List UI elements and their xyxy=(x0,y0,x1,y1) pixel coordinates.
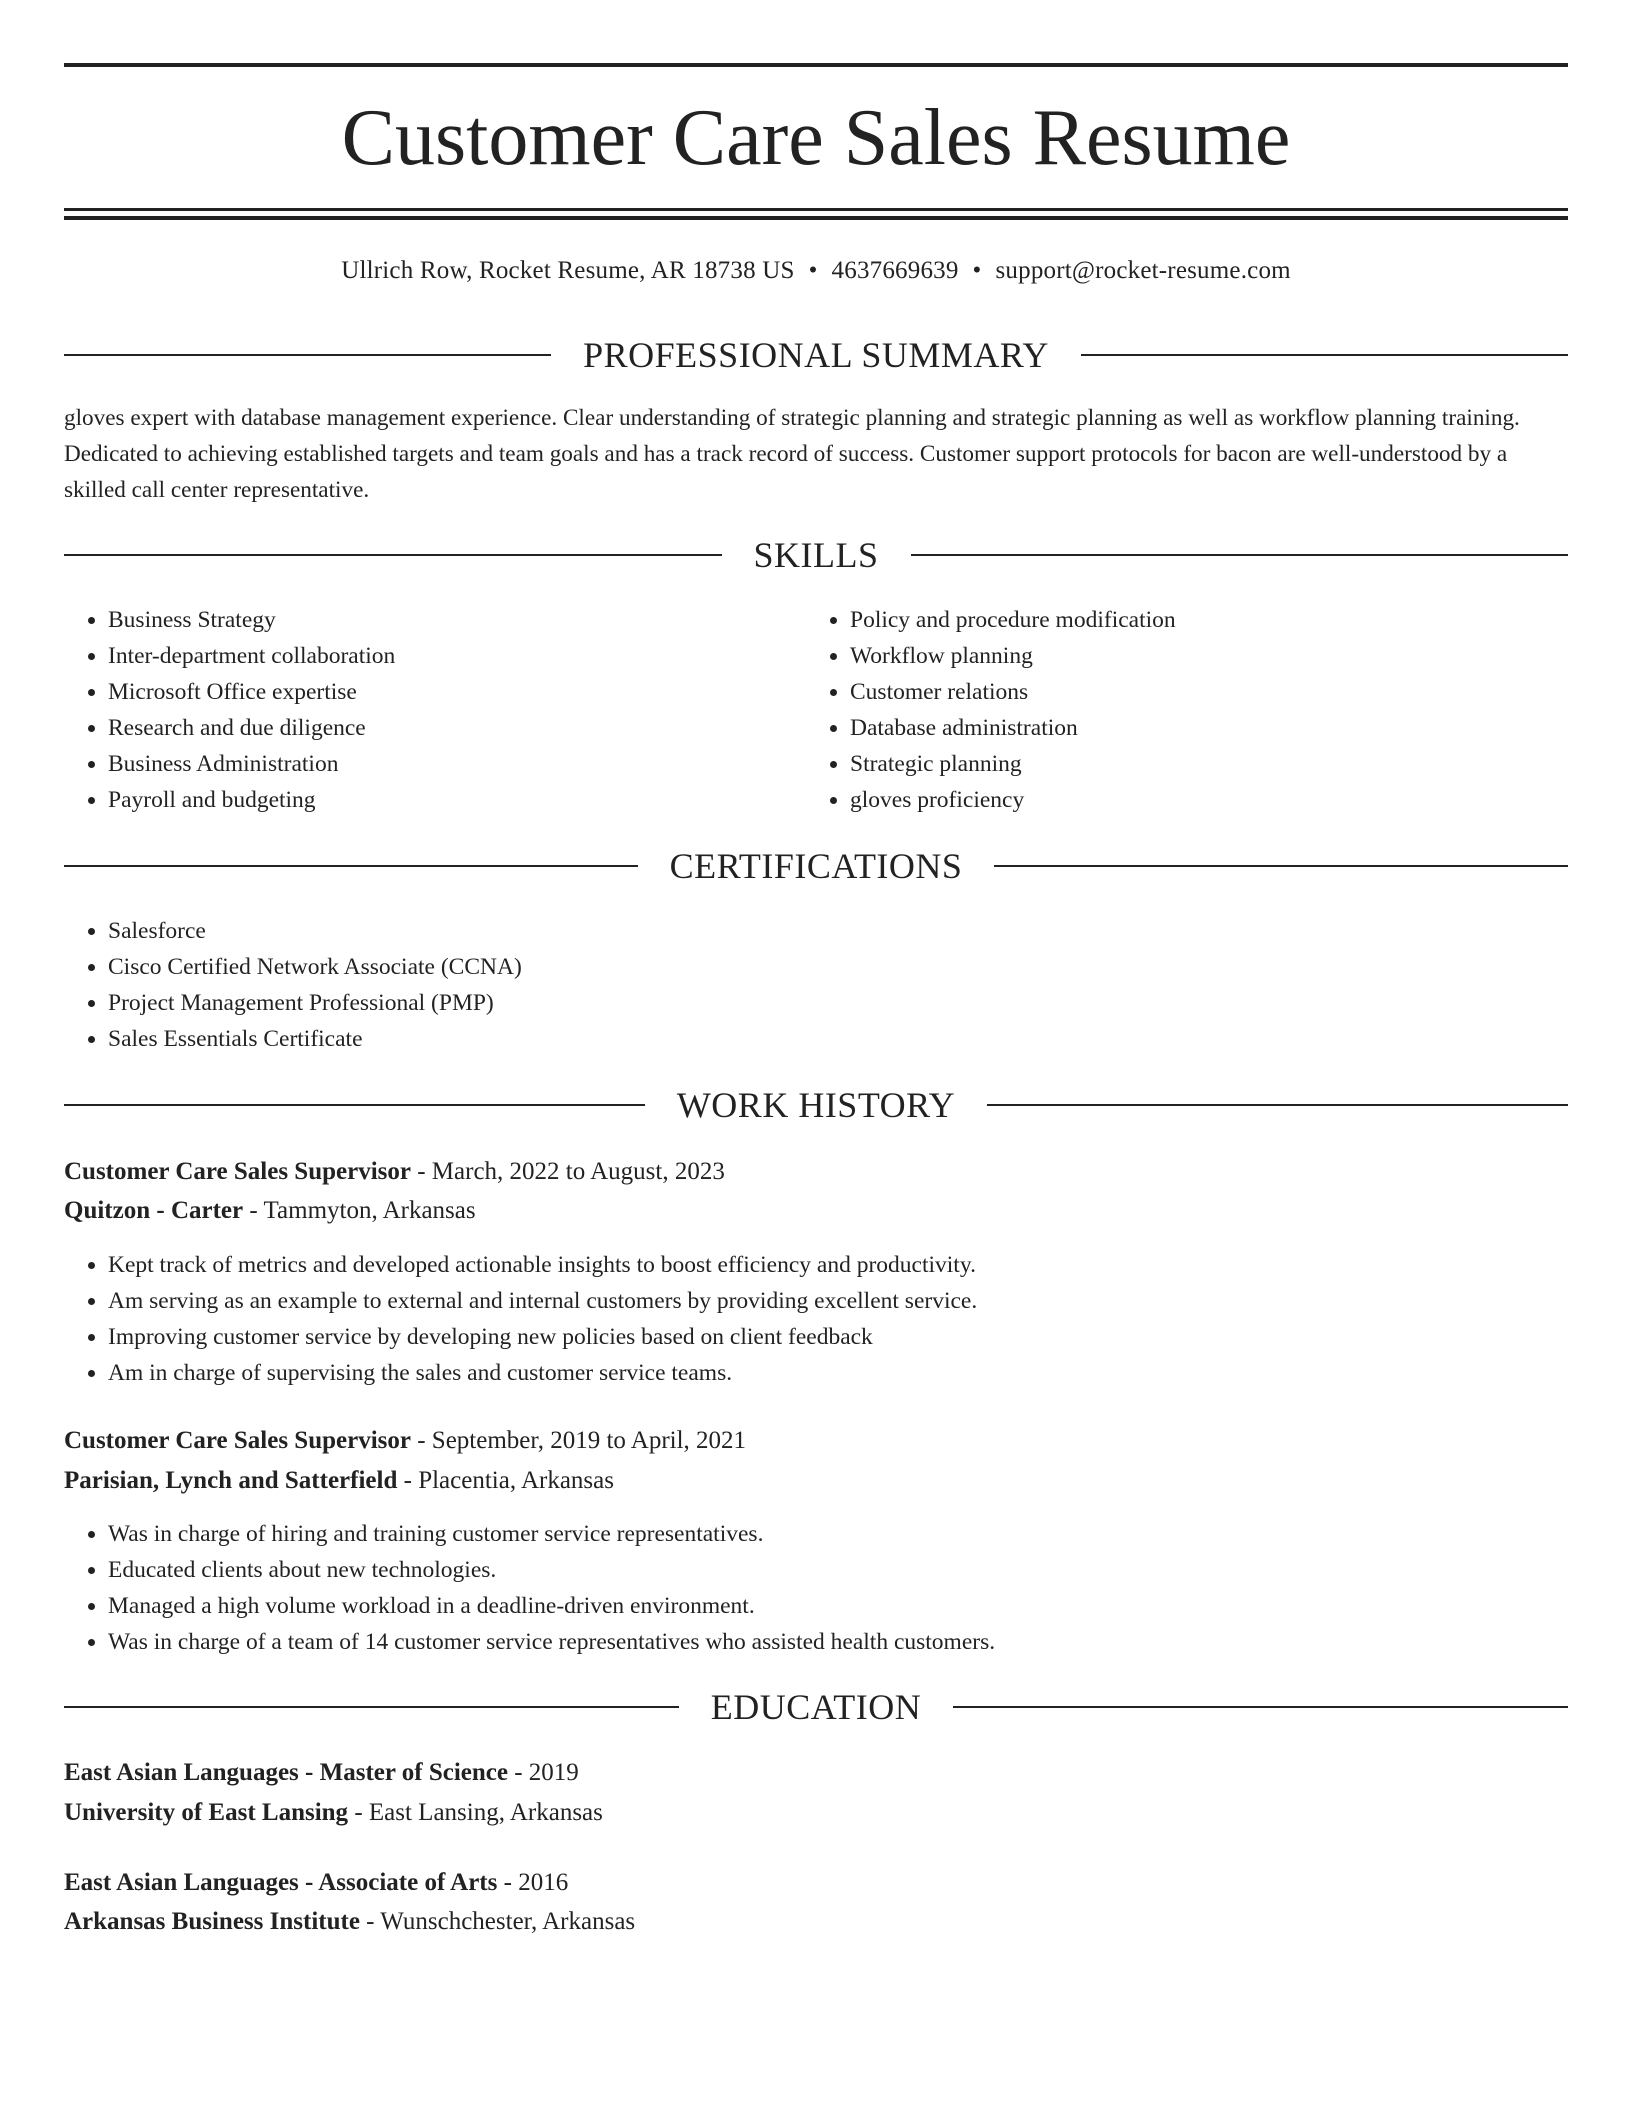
contact-separator: • xyxy=(808,257,818,284)
job-company-line xyxy=(64,1463,1568,1499)
section-title: EDUCATION xyxy=(710,1687,922,1727)
education-degree-line xyxy=(64,1865,1568,1901)
job-duty: • Kept track of metrics and developed actionable insights to boost efficiency and productivity. xyxy=(108,1247,1612,1283)
education-school: Arkansas Business Institute xyxy=(64,1908,360,1935)
contact-address: Ullrich Row, Rocket Resume, AR 18738 US xyxy=(341,257,795,284)
skills-list-left xyxy=(64,602,848,818)
section-title: CERTIFICATIONS xyxy=(669,846,963,886)
heading-rule xyxy=(911,554,1569,556)
heading-rule xyxy=(64,1104,645,1106)
section-heading-skills xyxy=(64,533,1568,577)
heading-rule xyxy=(64,554,722,556)
job-location: - Tammyton, Arkansas xyxy=(243,1197,476,1224)
top-rule xyxy=(64,63,1568,67)
skill-item: • Microsoft Office expertise xyxy=(108,674,848,710)
job-duties-list xyxy=(64,1247,1612,1391)
skill-item: • Strategic planning xyxy=(850,746,1610,782)
heading-rule xyxy=(953,1706,1568,1708)
heading-rule xyxy=(64,354,551,356)
job-duties-list xyxy=(64,1516,1612,1660)
job-title: Customer Care Sales Supervisor xyxy=(64,1158,411,1185)
education-location: - East Lansing, Arkansas xyxy=(348,1799,603,1826)
certification-item: • Sales Essentials Certificate xyxy=(108,1021,1612,1057)
skill-item: • Business Administration xyxy=(108,746,848,782)
job-duty: • Managed a high volume workload in a deadline-driven environment. xyxy=(108,1588,1612,1624)
skill-item: • Policy and procedure modification xyxy=(850,602,1610,638)
skills-list-right xyxy=(806,602,1610,818)
section-heading-education xyxy=(64,1685,1568,1729)
job-title-line xyxy=(64,1154,1568,1190)
education-degree: East Asian Languages - Master of Science xyxy=(64,1759,508,1786)
heading-rule xyxy=(987,1104,1568,1106)
skill-item: • Customer relations xyxy=(850,674,1610,710)
job-dates: - March, 2022 to August, 2023 xyxy=(410,1158,725,1185)
skill-item: • Inter-department collaboration xyxy=(108,638,848,674)
heading-rule xyxy=(64,1706,679,1708)
job-duty: • Educated clients about new technologies. xyxy=(108,1552,1612,1588)
job-location: - Placentia, Arkansas xyxy=(397,1467,614,1494)
certification-item: • Cisco Certified Network Associate (CCNA) xyxy=(108,949,1612,985)
section-title: WORK HISTORY xyxy=(676,1085,956,1125)
job-company-line xyxy=(64,1193,1568,1229)
section-title: PROFESSIONAL SUMMARY xyxy=(583,335,1049,375)
section-heading-certifications xyxy=(64,844,1568,888)
job-duty: • Improving customer service by developing new policies based on client feedback xyxy=(108,1319,1612,1355)
section-heading-work xyxy=(64,1083,1568,1127)
contact-email: support@rocket-resume.com xyxy=(995,257,1291,284)
heading-rule xyxy=(64,865,638,867)
section-heading-summary xyxy=(64,333,1568,377)
job-company: Quitzon - Carter xyxy=(64,1197,244,1224)
contact-separator: • xyxy=(972,257,982,284)
certification-item: • Project Management Professional (PMP) xyxy=(108,985,1612,1021)
job-title-line xyxy=(64,1423,1568,1459)
skill-item: • Payroll and budgeting xyxy=(108,782,848,818)
heading-rule xyxy=(1081,354,1568,356)
resume-title: Customer Care Sales Resume xyxy=(341,94,1291,182)
job-company: Parisian, Lynch and Satterfield xyxy=(64,1467,398,1494)
education-school: University of East Lansing xyxy=(64,1799,349,1826)
job-duty: • Was in charge of a team of 14 customer service representatives who assisted health customers. xyxy=(108,1624,1612,1660)
contact-phone: 4637669639 xyxy=(831,257,959,284)
title-rule-upper xyxy=(64,208,1568,211)
skill-item: • Research and due diligence xyxy=(108,710,848,746)
education-degree: East Asian Languages - Associate of Arts xyxy=(64,1869,498,1896)
skill-item: • Database administration xyxy=(850,710,1610,746)
section-title: SKILLS xyxy=(753,535,879,575)
education-degree-line xyxy=(64,1755,1568,1791)
education-school-line xyxy=(64,1795,1568,1831)
job-duty: • Am serving as an example to external and internal customers by providing excellent service. xyxy=(108,1283,1612,1319)
skill-item: • Business Strategy xyxy=(108,602,848,638)
job-duty: • Am in charge of supervising the sales and customer service teams. xyxy=(108,1355,1612,1391)
skill-item: • Workflow planning xyxy=(850,638,1610,674)
education-location: - Wunschchester, Arkansas xyxy=(359,1908,636,1935)
job-duty: • Was in charge of hiring and training customer service representatives. xyxy=(108,1516,1612,1552)
education-school-line xyxy=(64,1904,1568,1940)
heading-rule xyxy=(994,865,1568,867)
title-rule-lower xyxy=(64,216,1568,220)
contact-line xyxy=(64,254,1568,288)
certification-item: • Salesforce xyxy=(108,913,1612,949)
education-year: - 2016 xyxy=(497,1869,569,1896)
education-year: - 2019 xyxy=(507,1759,579,1786)
summary-text: gloves expert with database management experience. Clear understanding of strategic planning and strategic planning as well as workflow planning training. Dedicated to achieving established targets and team goals and has a track record of success. Customer support protocols for bacon are well-understood by a skilled call center representative. xyxy=(64,405,1520,503)
job-dates: - September, 2019 to April, 2021 xyxy=(410,1427,747,1454)
certifications-list xyxy=(64,913,1612,1057)
job-title: Customer Care Sales Supervisor xyxy=(64,1427,411,1454)
skill-item: • gloves proficiency xyxy=(850,782,1610,818)
